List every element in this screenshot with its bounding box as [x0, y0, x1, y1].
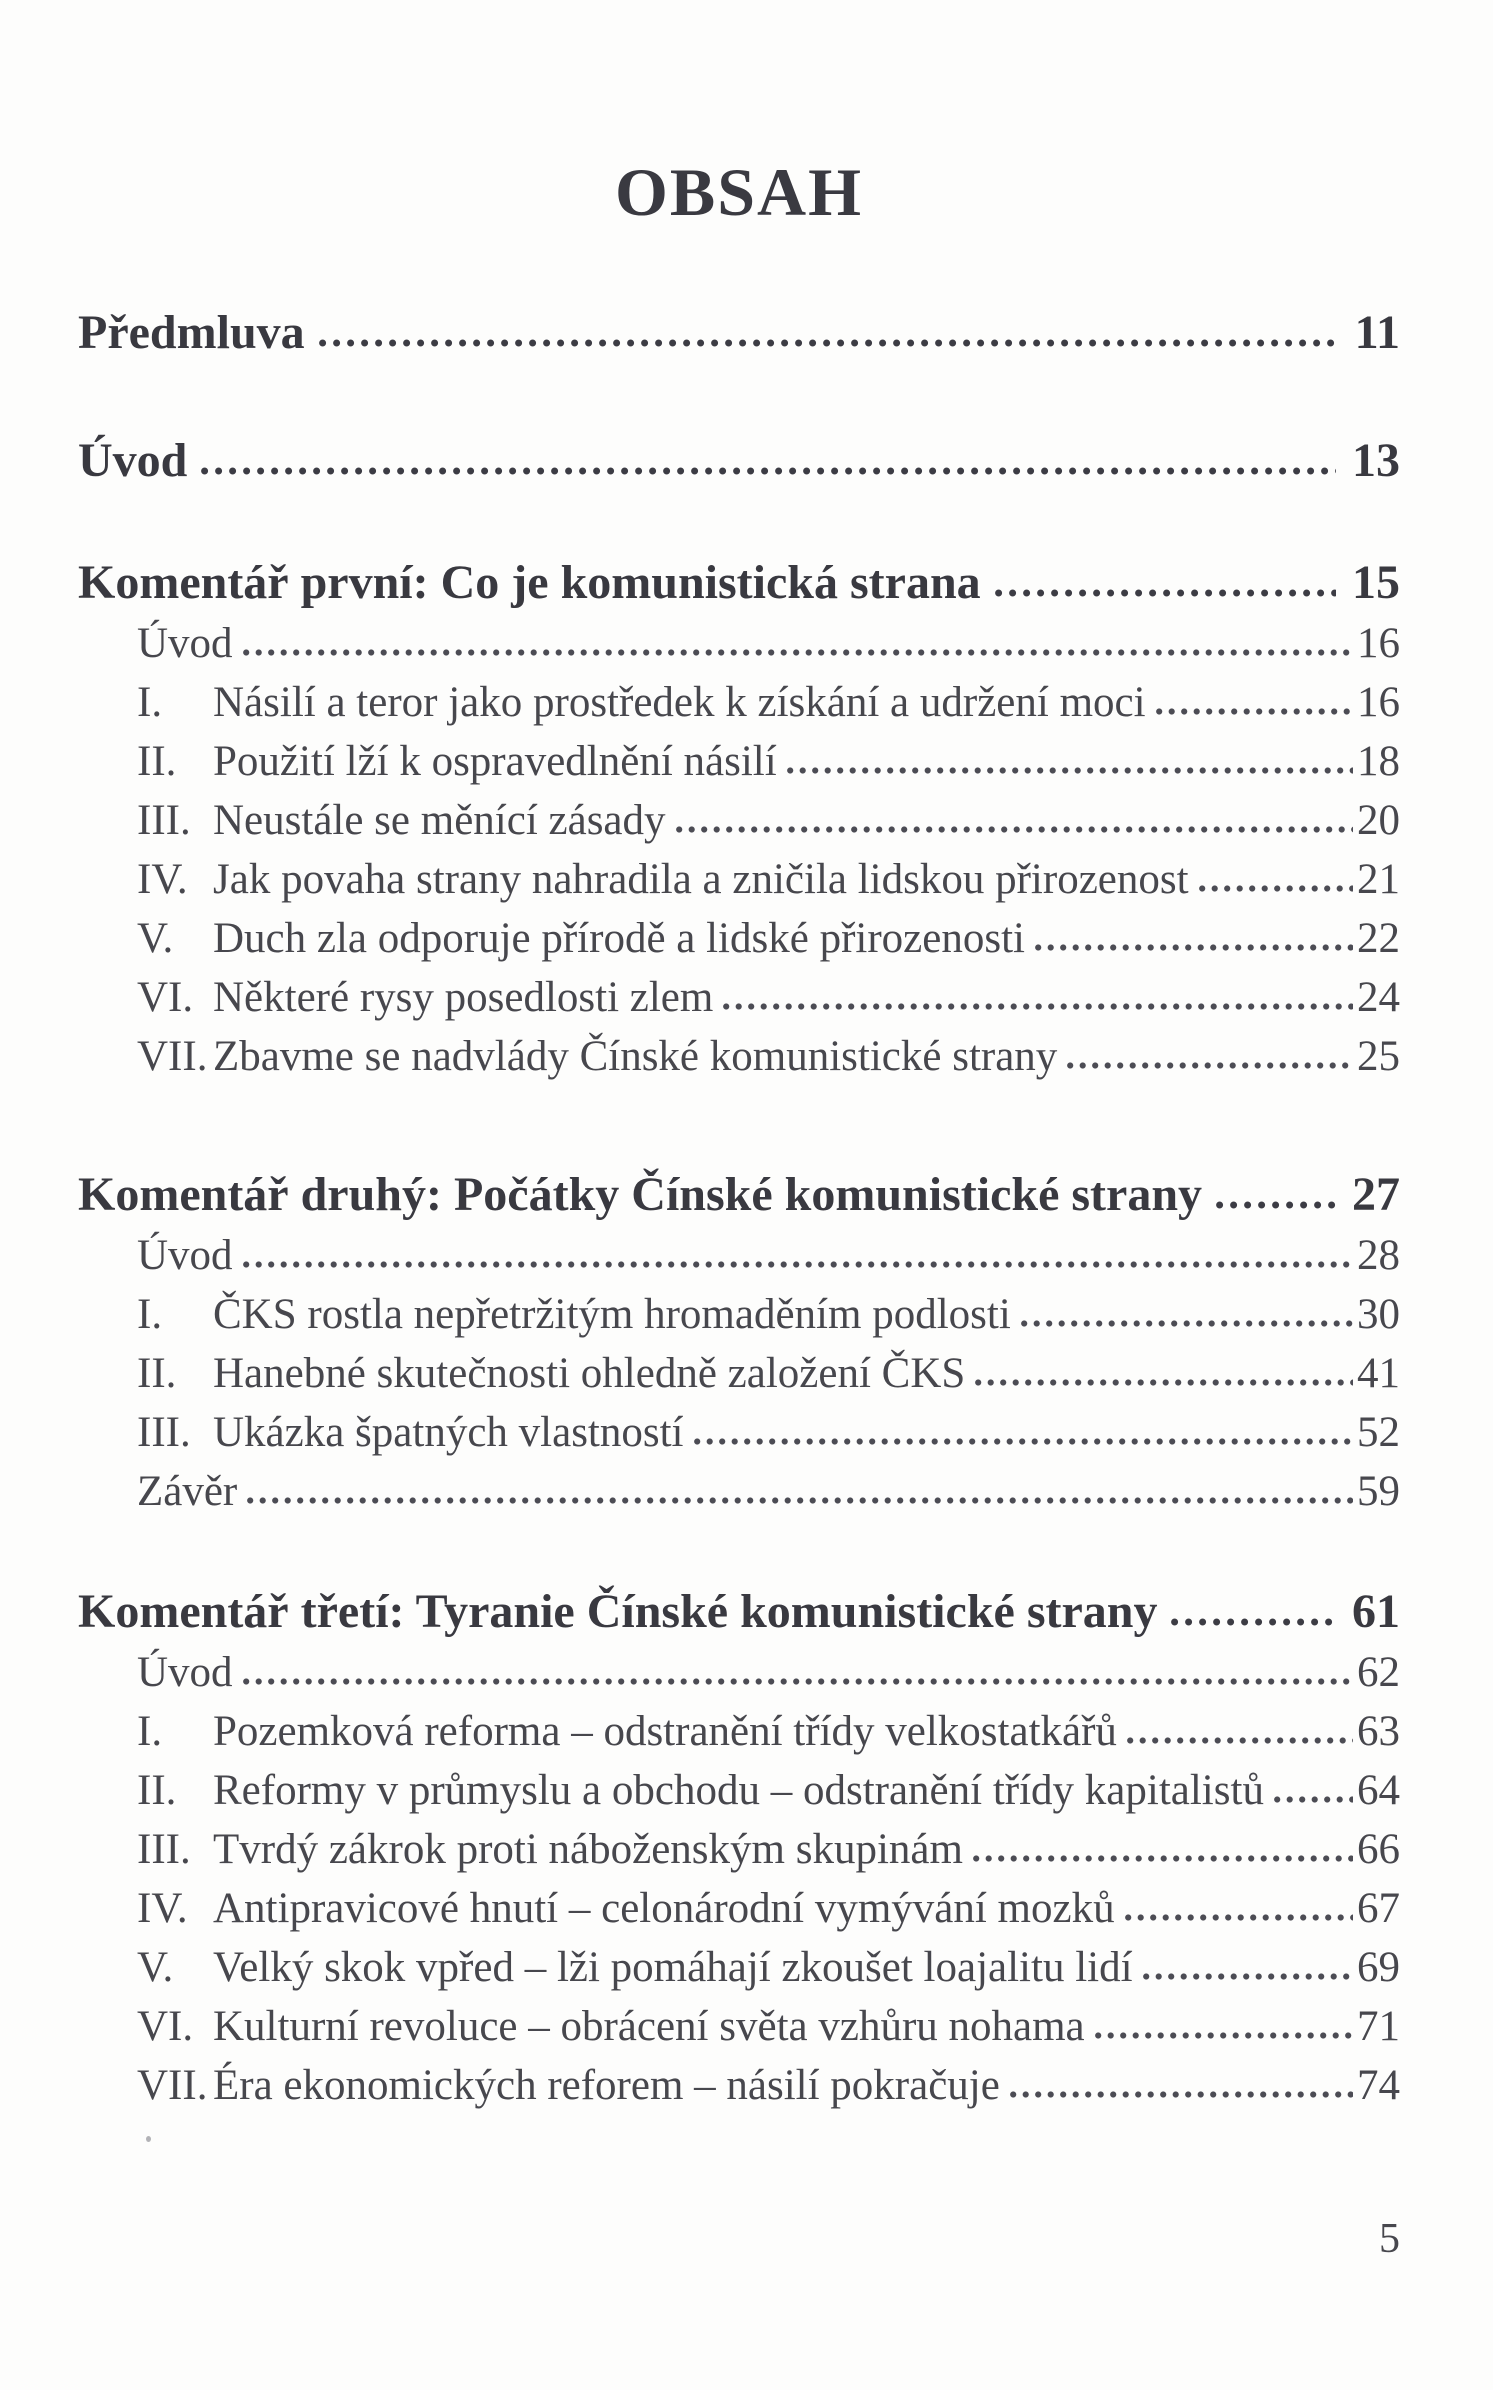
entry-label: Předmluva	[78, 306, 305, 359]
entry-numeral: II.	[137, 1350, 177, 1397]
entry-label: Komentář první: Co je komunistická strana	[78, 556, 981, 609]
entry-numeral: II.	[137, 1767, 177, 1814]
entry-label: Úvod	[137, 1232, 233, 1279]
entry-numeral: IV.	[137, 1885, 188, 1932]
entry-numeral: VI.	[137, 974, 194, 1021]
entry-label: Závěr	[137, 1468, 238, 1515]
entry-numeral: I.	[137, 679, 163, 726]
dot-leader	[1143, 1972, 1353, 1981]
toc-entry	[137, 1887, 1400, 1930]
dot-leader	[243, 1677, 1353, 1686]
entry-numeral: VII.	[137, 2062, 208, 2109]
toc-entry	[137, 1828, 1400, 1871]
entry-label: Úvod	[78, 434, 188, 487]
dot-leader	[1171, 1617, 1336, 1627]
toc-page	[78, 0, 1400, 2260]
toc-entry-uvod	[78, 434, 1400, 487]
entry-numeral: II.	[137, 738, 177, 785]
dot-leader	[787, 766, 1353, 775]
toc-entry	[137, 1946, 1400, 1989]
entry-page-number: 30	[1357, 1291, 1400, 1338]
entry-numeral: IV.	[137, 856, 188, 903]
entry-page-number: 20	[1357, 797, 1400, 844]
entry-label: Tvrdý zákrok proti náboženským skupinám	[213, 1826, 963, 1873]
toc-section-heading-2	[78, 1168, 1400, 1221]
dot-leader	[973, 1854, 1353, 1863]
entry-numeral: VII.	[137, 1033, 208, 1080]
toc-entry	[137, 1411, 1400, 1454]
toc-entry-predmluva	[78, 306, 1400, 359]
dot-leader	[1127, 1736, 1353, 1745]
scan-artifact-dot	[146, 2136, 151, 2142]
entry-page-number: 25	[1357, 1033, 1400, 1080]
entry-page-number: 11	[1354, 306, 1400, 359]
entry-page-number: 67	[1357, 1885, 1400, 1932]
entry-label: Zbavme se nadvlády Čínské komunistické strany	[213, 1033, 1058, 1080]
toc-entry	[137, 740, 1400, 783]
entry-page-number: 71	[1357, 2003, 1400, 2050]
dot-leader	[1199, 884, 1353, 893]
entry-page-number: 66	[1357, 1826, 1400, 1873]
dot-leader	[694, 1437, 1353, 1446]
entry-numeral: III.	[137, 797, 191, 844]
toc-entry	[137, 1769, 1400, 1812]
entry-label: ČKS rostla nepřetržitým hromaděním podlosti	[213, 1291, 1011, 1338]
toc-section-heading-3	[78, 1585, 1400, 1638]
dot-leader	[201, 466, 1336, 476]
dot-leader	[1035, 943, 1353, 952]
page-title: OBSAH	[614, 154, 864, 230]
entry-label: Hanebné skutečnosti ohledně založení ČKS	[213, 1350, 966, 1397]
dot-leader	[1125, 1913, 1353, 1922]
toc-section-heading-1	[78, 556, 1400, 609]
entry-numeral: VI.	[137, 2003, 194, 2050]
entry-numeral: I.	[137, 1291, 163, 1338]
entry-label: Použití lží k ospravedlnění násilí	[213, 738, 777, 785]
toc-entry	[137, 2064, 1400, 2107]
entry-numeral: V.	[137, 915, 174, 962]
toc-entry	[137, 858, 1400, 901]
entry-page-number: 63	[1357, 1708, 1400, 1755]
entry-label: Některé rysy posedlosti zlem	[213, 974, 714, 1021]
dot-leader	[1021, 1319, 1353, 1328]
entry-label: Duch zla odporuje přírodě a lidské přirozenosti	[213, 915, 1025, 962]
toc-entry	[137, 1352, 1400, 1395]
entry-label: Ukázka špatných vlastností	[213, 1409, 684, 1456]
page-number: 5	[1379, 2216, 1400, 2262]
entry-label: Antipravicové hnutí – celonárodní vymývání mozků	[213, 1885, 1115, 1932]
dot-leader	[975, 1378, 1353, 1387]
entry-page-number: 27	[1352, 1168, 1400, 1221]
toc-entry	[137, 2005, 1400, 2048]
entry-label: Jak povaha strany nahradila a zničila lidskou přirozenost	[213, 856, 1189, 903]
dot-leader	[995, 588, 1336, 598]
dot-leader	[247, 1496, 1353, 1505]
toc-entry	[137, 1293, 1400, 1336]
dot-leader	[1216, 1200, 1336, 1210]
entry-label: Kulturní revoluce – obrácení světa vzhůru nohama	[213, 2003, 1085, 2050]
entry-page-number: 64	[1357, 1767, 1400, 1814]
entry-numeral: I.	[137, 1708, 163, 1755]
entry-label: Éra ekonomických reforem – násilí pokračuje	[213, 2062, 1000, 2109]
entry-label: Neustále se měnící zásady	[213, 797, 666, 844]
entry-numeral: V.	[137, 1944, 174, 1991]
entry-numeral: III.	[137, 1409, 191, 1456]
entry-label: Velký skok vpřed – lži pomáhají zkoušet loajalitu lidí	[213, 1944, 1133, 1991]
entry-page-number: 69	[1357, 1944, 1400, 1991]
entry-label: Komentář třetí: Tyranie Čínské komunistické strany	[78, 1585, 1158, 1638]
entry-page-number: 22	[1357, 915, 1400, 962]
toc-entry	[137, 917, 1400, 960]
dot-leader	[1010, 2090, 1353, 2099]
entry-label: Reformy v průmyslu a obchodu – odstranění třídy kapitalistů	[213, 1767, 1264, 1814]
toc-entry	[137, 1035, 1400, 1078]
dot-leader	[723, 1002, 1353, 1011]
entry-page-number: 41	[1357, 1350, 1400, 1397]
dot-leader	[1156, 707, 1353, 716]
dot-leader	[1095, 2031, 1353, 2040]
toc-entry	[137, 1651, 1400, 1694]
dot-leader	[676, 825, 1353, 834]
entry-page-number: 18	[1357, 738, 1400, 785]
dot-leader	[243, 648, 1353, 657]
entry-label: Úvod	[137, 1649, 233, 1696]
dot-leader	[243, 1260, 1353, 1269]
entry-page-number: 74	[1357, 2062, 1400, 2109]
entry-page-number: 21	[1357, 856, 1400, 903]
entry-label: Úvod	[137, 620, 233, 667]
entry-page-number: 13	[1352, 434, 1400, 487]
toc-entry	[137, 681, 1400, 724]
entry-page-number: 28	[1357, 1232, 1400, 1279]
entry-page-number: 52	[1357, 1409, 1400, 1456]
entry-label: Násilí a teror jako prostředek k získání a udržení moci	[213, 679, 1146, 726]
toc-entry	[137, 1234, 1400, 1277]
entry-label: Komentář druhý: Počátky Čínské komunistické strany	[78, 1168, 1203, 1221]
entry-page-number: 62	[1357, 1649, 1400, 1696]
entry-label: Pozemková reforma – odstranění třídy velkostatkářů	[213, 1708, 1117, 1755]
toc-entry	[137, 622, 1400, 665]
entry-page-number: 16	[1357, 679, 1400, 726]
entry-page-number: 61	[1352, 1585, 1400, 1638]
entry-page-number: 15	[1352, 556, 1400, 609]
toc-entry	[137, 799, 1400, 842]
entry-page-number: 16	[1357, 620, 1400, 667]
entry-page-number: 24	[1357, 974, 1400, 1021]
entry-numeral: III.	[137, 1826, 191, 1873]
entry-page-number: 59	[1357, 1468, 1400, 1515]
dot-leader	[1067, 1061, 1353, 1070]
dot-leader	[1274, 1795, 1353, 1804]
toc-entry	[137, 1710, 1400, 1753]
toc-entry	[137, 1470, 1400, 1513]
dot-leader	[319, 338, 1339, 348]
toc-entry	[137, 976, 1400, 1019]
